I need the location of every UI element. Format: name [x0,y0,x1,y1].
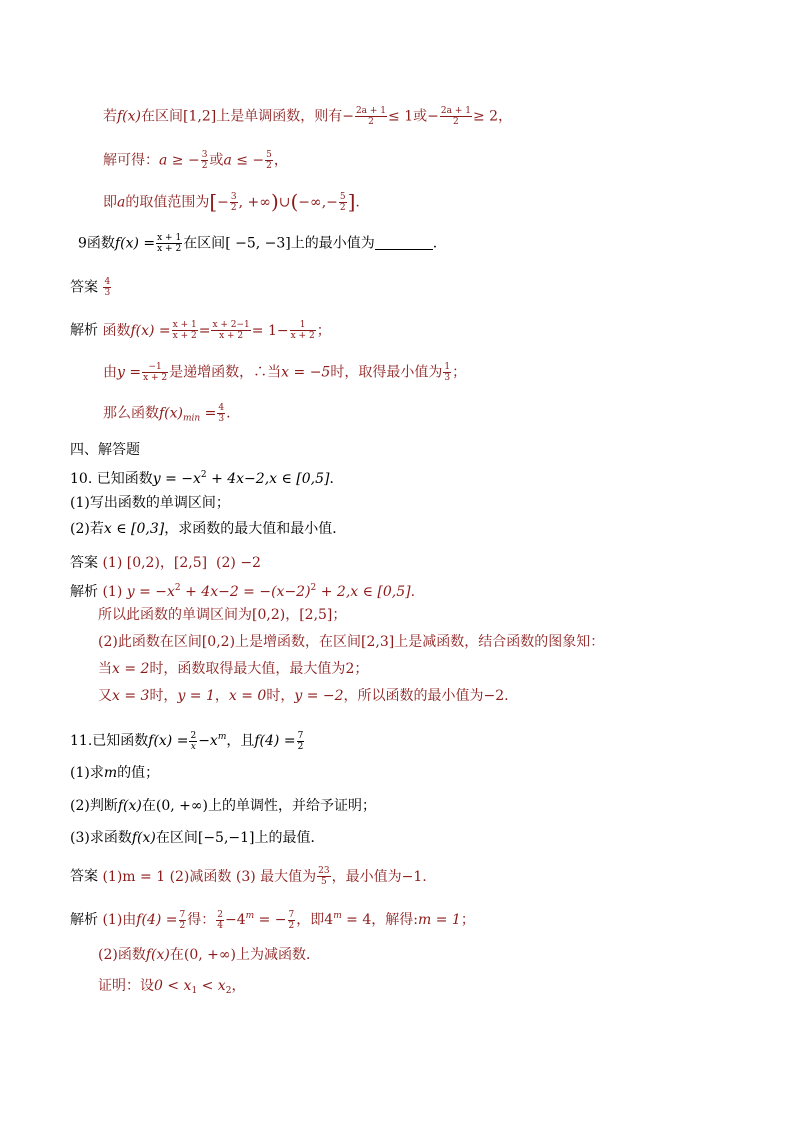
text: (1) [102,584,123,600]
text: 函数 [86,235,115,252]
numerator: 2a + 1 [355,106,387,116]
numerator: 3 [201,150,208,160]
question-11-part-1 [70,764,159,782]
solution-line-solve [103,150,288,171]
text: 在 [141,798,156,814]
math: + 4x−2,x ∈ [0,5] [206,471,330,487]
denominator: 5 [321,877,327,887]
denominator: 2 [339,203,346,213]
denominator: 2 [297,741,304,752]
numerator: 4 [218,403,225,413]
text: ， [273,152,288,169]
text: 得： [187,912,216,928]
answer-10 [70,554,261,572]
superscript: m [245,911,255,921]
text: 解可得： [103,152,159,169]
answer-11 [70,866,427,887]
text: 在区间 [155,830,198,846]
text: 上是减函数，结合函数的图象知： [394,634,605,650]
text: 上的最值． [254,830,325,846]
math: m = 1 [418,912,461,928]
denominator: x + 2 [172,331,197,341]
text: ， [498,108,513,125]
denominator: 2 [368,117,374,127]
text: ，解得: [371,912,418,928]
denominator: 3 [444,373,451,383]
text: (2)若 [70,521,104,537]
answer-value: (1) [0,2)，[2,5] [102,555,208,571]
text: 即 [103,194,117,211]
math: −2 [483,688,505,704]
answer-value: (2) −2 [216,555,261,571]
math: = [200,405,217,422]
text: 上的单调性，并给予证明； [207,798,376,814]
superscript: m [217,732,227,742]
numerator: 1 [290,320,316,331]
text: 时， [266,688,295,704]
math: 2 [345,661,355,677]
text: 上为减函数． [235,947,320,963]
math: x = 3 [112,688,150,704]
text: 时， [149,688,178,704]
numerator: 2 [190,730,197,741]
text: 或 [413,108,428,125]
math: y = −2 [294,688,344,704]
subscript: min [183,413,201,424]
solution-11-line-2 [98,946,320,964]
answer-value: (1)m = 1 [102,868,166,885]
math: [0,2) [252,607,286,623]
subscript: 1 [191,986,198,996]
math: f(x) [159,405,184,422]
solution-10-line-4 [98,660,368,678]
math: + 2,x ∈ [0,5] [316,584,411,600]
text: 上是增函数，在区间 [235,634,362,650]
numerator: 7 [297,730,304,741]
text: . [226,405,231,422]
text: 在区间 [141,108,184,125]
text: . [432,235,438,252]
denominator: 3 [218,414,225,424]
solution-9-line-1 [70,320,331,341]
answer-label: 答案 [70,555,98,571]
fraction [217,403,225,424]
numerator: 2a + 1 [440,106,471,116]
text: 证明：设 [98,978,154,994]
denominator: 2 [453,117,459,127]
math: 4 [324,912,334,928]
bracket: ) [270,189,279,214]
question-number: 9 [78,235,87,252]
text: 的取值范围为 [125,194,210,211]
fraction [103,277,111,298]
text: ， [214,688,229,704]
solution-10-line-2 [98,606,346,624]
superscript: m [333,911,342,921]
question-9 [78,233,437,254]
fraction [339,192,347,213]
math: −∞,− [298,194,338,211]
solution-line-range [103,189,360,214]
text: ，且 [226,733,255,749]
fraction [265,150,273,171]
math: [2,3] [361,634,395,650]
denominator: x [190,741,196,752]
fraction [443,362,451,383]
text: 或 [209,152,224,169]
bracket: ] [347,189,356,214]
text: ； [460,912,475,928]
math: m [103,765,118,781]
text: 由 [103,364,117,381]
solution-line-monotonic-condition [103,106,512,127]
superscript: 2 [200,470,207,480]
solution-label: 解析 [70,584,98,600]
text: ，即 [296,912,325,928]
fraction [290,320,316,341]
numerator: −1 [142,362,168,373]
denominator: x + 2 [290,331,315,341]
fraction [211,320,250,341]
math: [0,2) [201,634,236,650]
numerator: 23 [318,866,330,876]
fraction [142,362,168,383]
math: = − [254,912,287,928]
text: (2)函数 [98,947,146,963]
math: ≥ 2 [472,108,499,125]
subscript: 2 [225,986,232,996]
answer-value: ，最小值为−1. [331,868,427,885]
numerator: 5 [266,150,272,160]
math: −x [198,733,218,749]
math: y = −x [126,584,175,600]
math: x = 0 [228,688,267,704]
math: = 4 [341,912,372,928]
math: f(x) [117,798,142,814]
math: = [198,322,211,339]
denominator: x + 2 [157,244,182,254]
fraction [230,192,238,213]
answer-9 [70,277,112,298]
denominator: 2 [201,161,208,171]
math: [ −5, −3] [225,235,291,252]
math: f(x) [145,947,170,963]
numerator: 7 [288,909,295,920]
text: (1)求 [70,765,104,781]
fraction [355,106,387,127]
text: 11.已知函数 [70,733,149,749]
math: a ≥ − [159,152,200,169]
math: (0, +∞) [183,947,236,963]
text: . [355,194,360,211]
fraction [201,150,209,171]
text: ； [316,322,331,339]
fraction [297,731,305,752]
text: ； [452,364,467,381]
math: [−5,−1] [197,830,255,846]
math: [1,2] [183,108,217,125]
solution-11-line-1 [70,907,475,931]
denominator: 2 [230,203,237,213]
section-heading: 四、解答题 [70,442,140,458]
math: ∪ [278,194,291,211]
math: = 1− [251,322,289,339]
text: ； [354,661,369,677]
solution-10-line-3 [98,633,604,651]
math: f(x) [117,108,142,125]
solution-10-line-5 [98,687,509,705]
text: 那么函数 [103,405,159,422]
math: a [117,194,126,211]
text: 上的最小值为 [290,235,375,252]
numerator: x + 1 [157,233,182,243]
math: y = −x [152,471,201,487]
fraction [440,106,472,127]
math: f(x) = [130,322,171,339]
answer-value: (3) 最大值为 [235,868,317,885]
fraction [156,233,182,254]
text: (2)判断 [70,798,118,814]
text: . [410,584,416,600]
bracket: ( [290,189,299,214]
text: 10. 已知函数 [70,471,153,487]
solution-11-line-3 [98,977,245,1000]
math: [2,5] [299,607,333,623]
math: + 4x−2 = −(x−2) [180,584,311,600]
math: f(4) = [254,733,296,749]
numerator: 5 [339,192,346,202]
text: ，求函数的最大值和最小值． [164,521,347,537]
math: x = −5 [281,364,331,381]
denominator: 2 [288,920,295,931]
text: ； [332,607,347,623]
solution-label: 解析 [70,912,98,928]
text: 若 [103,108,117,125]
fraction [179,910,187,931]
numerator: 2 [217,909,223,920]
math: f(x) = [148,733,189,749]
math: 0 < x [154,978,192,994]
math: y = 1 [177,688,215,704]
text: 的值； [117,765,160,781]
answer-value: (2)减函数 [169,868,232,885]
math: f(x) [131,830,156,846]
question-11 [70,728,305,752]
numerator: x + 2−1 [212,320,250,330]
solution-10-line-1 [70,579,415,601]
math: − [217,194,229,211]
denominator: x + 2 [143,373,168,383]
math: − [427,108,439,125]
text: . [504,688,509,704]
text: 当 [98,661,112,677]
text: 在 [169,947,184,963]
denominator: 3 [104,288,111,298]
denominator: x + 2 [219,331,244,341]
text: ． [329,471,344,487]
superscript: 2 [174,583,181,593]
fraction [288,910,296,931]
question-11-part-2 [70,797,376,815]
math: a ≤ − [223,152,265,169]
answer-blank [375,237,433,250]
question-11-part-3 [70,829,325,847]
text: 时，函数取得最大值，最大值为 [149,661,346,677]
question-10 [70,466,344,488]
math: , +∞ [238,194,271,211]
text: 函数 [102,322,131,339]
math: y = [117,364,142,381]
text: (1)由 [102,912,137,928]
bracket: [ [209,189,218,214]
fraction [216,910,224,931]
solution-9-line-2 [103,362,466,383]
numerator: x + 1 [172,320,197,330]
denominator: 2 [266,161,272,171]
numerator: 1 [444,362,451,372]
question-10-part-1: (1)写出函数的单调区间； [70,495,230,511]
math: x ∈ [0,3] [103,521,165,537]
superscript: 2 [310,583,317,593]
text: 上是单调函数，则有 [216,108,343,125]
answer-label: 答案 [70,868,98,885]
fraction [172,320,198,341]
question-10-part-2 [70,520,346,538]
math: x = 2 [112,661,150,677]
text: 又 [98,688,112,704]
solution-9-line-3 [103,403,231,428]
math: − [342,108,354,125]
math: < x [197,978,226,994]
math: f(4) = [136,912,178,928]
fraction [317,866,330,887]
text: 所以此函数的单调区间为 [98,607,252,623]
math: ≤ 1 [388,108,414,125]
math: f(x) = [114,235,156,252]
numerator: 7 [179,909,186,920]
text: 是递增函数，∴当 [169,364,282,381]
numerator: 3 [230,192,237,202]
denominator: 4 [217,920,223,931]
text: ， [231,978,246,994]
answer-label: 答案 [70,279,98,296]
numerator: 4 [104,277,111,287]
text: ，所以函数的最小值为 [343,688,484,704]
fraction [189,731,197,752]
math: (0, +∞) [155,798,208,814]
solution-label: 解析 [70,322,98,339]
text: (2)此函数在区间 [98,634,202,650]
text: (3)求函数 [70,830,132,846]
text: ， [285,607,300,623]
text: 时，取得最小值为 [330,364,443,381]
text: 在区间 [183,235,226,252]
denominator: 2 [179,920,186,931]
math: −4 [224,912,246,928]
